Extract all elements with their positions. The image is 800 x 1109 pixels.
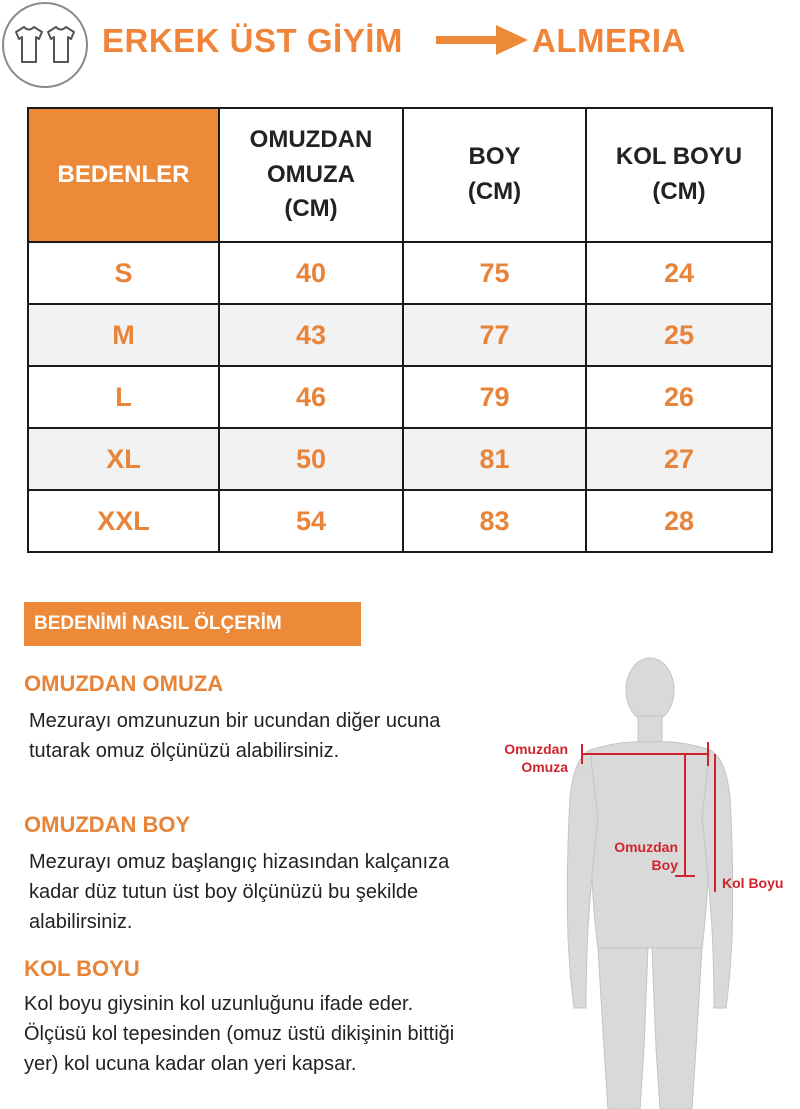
brand-name: ALMERIA — [532, 22, 686, 59]
length-cell: 79 — [403, 366, 586, 428]
header-cell-sleeve: KOL BOYU (CM) — [586, 108, 772, 242]
length-cell: 81 — [403, 428, 586, 490]
sleeve-cell: 28 — [586, 490, 772, 552]
label-sleeve-length: Kol Boyu — [722, 875, 784, 891]
header-cell-length: BOY (CM) — [403, 108, 586, 242]
size-cell: XL — [28, 428, 219, 490]
shoulder-cell: 46 — [219, 366, 403, 428]
shoulder-cell: 54 — [219, 490, 403, 552]
logo — [2, 2, 88, 88]
table-row — [28, 490, 772, 552]
label-body-length: Omuzdan Boy — [614, 839, 678, 873]
table-row — [28, 428, 772, 490]
body-silhouette — [567, 658, 732, 1109]
section-text-sleeve: Kol boyu giysinin kol uzunluğunu ifade eder. Ölçüsü kol tepesinden (omuz üstü dikişinin bittiği yer) kol ucuna kadar olan yeri kapsar. — [24, 993, 455, 1075]
length-cell: 75 — [403, 242, 586, 304]
table-row — [28, 304, 772, 366]
section-text-shoulder: Mezurayı omzunuzun bir ucundan diğer ucuna tutarak omuz ölçünüzü alabilirsiniz. — [29, 710, 441, 762]
guide-banner: BEDENİMİ NASIL ÖLÇERİM — [24, 602, 361, 646]
sleeve-cell: 26 — [586, 366, 772, 428]
arrow-right-icon — [436, 25, 528, 55]
section-heading-shoulder: OMUZDAN OMUZA — [24, 671, 224, 696]
header-cell-shoulder: OMUZDAN OMUZA (CM) — [219, 108, 403, 242]
sleeve-cell: 25 — [586, 304, 772, 366]
size-cell: L — [28, 366, 219, 428]
tshirt-icon — [12, 24, 78, 68]
size-cell: M — [28, 304, 219, 366]
section-heading-length: OMUZDAN BOY — [24, 812, 191, 837]
shoulder-cell: 40 — [219, 242, 403, 304]
header-cell-sizes: BEDENLER — [28, 108, 219, 242]
shoulder-cell: 50 — [219, 428, 403, 490]
size-cell: S — [28, 242, 219, 304]
table-row — [28, 242, 772, 304]
header-title: ERKEK ÜST GİYİM — [102, 22, 403, 59]
shoulder-cell: 43 — [219, 304, 403, 366]
section-text-length: Mezurayı omuz başlangıç hizasından kalçanıza kadar düz tutun üst boy ölçünüzü bu şekilde alabilirsiniz. — [29, 851, 450, 933]
length-cell: 77 — [403, 304, 586, 366]
sleeve-cell: 24 — [586, 242, 772, 304]
sleeve-cell: 27 — [586, 428, 772, 490]
size-table — [27, 107, 773, 553]
length-cell: 83 — [403, 490, 586, 552]
size-table-header — [28, 108, 772, 242]
section-heading-sleeve: KOL BOYU — [24, 956, 140, 981]
table-row — [28, 366, 772, 428]
size-cell: XXL — [28, 490, 219, 552]
label-shoulder-width: Omuzdan Omuza — [504, 741, 568, 775]
